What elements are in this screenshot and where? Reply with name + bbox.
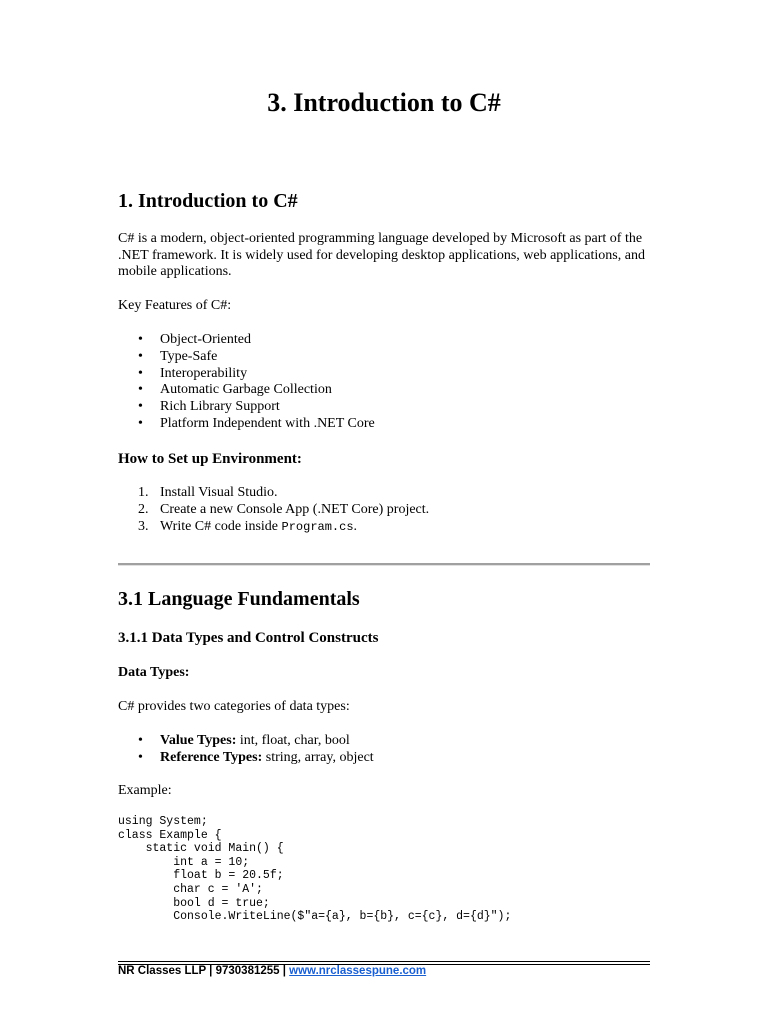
- list-item: • Interoperability: [118, 366, 375, 383]
- list-item: • Type-Safe: [118, 349, 375, 366]
- inline-code: Program.cs: [281, 519, 354, 534]
- type-name: Value Types:: [160, 733, 237, 748]
- step-text-end: .: [353, 518, 358, 534]
- step-number: 2.: [138, 501, 149, 517]
- data-types-label: Data Types:: [118, 665, 190, 680]
- step-text: Create a new Console App (.NET Core) project.: [160, 501, 430, 517]
- footer-link[interactable]: www.nrclassespune.com: [289, 965, 427, 977]
- subsection-heading: 3.1.1 Data Types and Control Constructs: [118, 630, 379, 646]
- features-list: [118, 332, 375, 433]
- list-item: [118, 519, 429, 536]
- step-number: 3.: [138, 518, 149, 534]
- horizontal-divider: [118, 563, 650, 566]
- code-block: using System; class Example { static void Main() { int a = 10; float b = 20.5f; char c = 'A'; bool d = true; Console.WriteLine($"a={a}, b={b}, c={c}, d={d}");: [118, 815, 512, 924]
- page-footer: [118, 965, 426, 977]
- step-text: Install Visual Studio.: [160, 485, 278, 500]
- list-item: • Rich Library Support: [118, 399, 375, 416]
- intro-paragraph: C# is a modern, object-oriented programming language developed by Microsoft as part of the .NET framework. It is widely used for developing desktop applications, web applications, and mobile applications.: [118, 231, 645, 279]
- setup-heading: How to Set up Environment:: [118, 451, 302, 467]
- step-number: 1.: [138, 485, 149, 500]
- list-item: [118, 502, 429, 519]
- types-list: [118, 733, 374, 767]
- footer-text: NR Classes LLP | 9730381255 |: [118, 965, 290, 977]
- list-item: [118, 733, 374, 750]
- setup-steps-list: [118, 485, 429, 535]
- data-types-intro: C# provides two categories of data types:: [118, 699, 350, 714]
- footer-divider: [118, 961, 650, 962]
- example-label: Example:: [118, 783, 172, 798]
- section-heading-fundamentals: 3.1 Language Fundamentals: [118, 588, 360, 610]
- list-item: [118, 485, 429, 502]
- type-values: string, array, object: [262, 749, 374, 765]
- list-item: • Object-Oriented: [118, 332, 375, 349]
- type-name: Reference Types:: [160, 749, 263, 765]
- page-title: 3. Introduction to C#: [267, 88, 501, 117]
- section-heading-intro: 1. Introduction to C#: [118, 190, 298, 212]
- list-item: [118, 750, 374, 767]
- list-item: • Platform Independent with .NET Core: [118, 416, 375, 433]
- features-label: Key Features of C#:: [118, 298, 232, 313]
- step-text: Write C# code inside: [160, 518, 282, 534]
- type-values: int, float, char, bool: [236, 733, 350, 748]
- list-item: • Automatic Garbage Collection: [118, 382, 375, 399]
